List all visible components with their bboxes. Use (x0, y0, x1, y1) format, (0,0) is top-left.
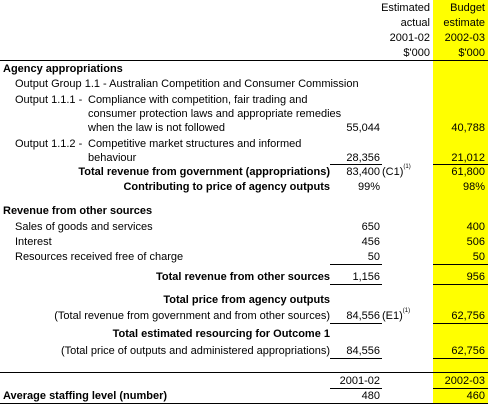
total-other-rule-actual (330, 284, 382, 285)
output-1-1-1-line1: Compliance with competition, fair trading and (88, 94, 308, 106)
col1-header-3: 2001-02 (389, 32, 430, 44)
total-price-actual: 84,556 (346, 310, 380, 322)
other-row-1-label: Sales of goods and services (15, 221, 153, 233)
total-resourcing-budget: 62,756 (451, 345, 485, 357)
total-gov-footnote: (1) (403, 164, 411, 170)
total-resourcing-rule-budget (433, 358, 488, 359)
output-1-1-2-line1: Competitive market structures and informed (88, 138, 302, 150)
output-1-1-1-code: Output 1.1.1 - (15, 94, 83, 106)
other-row-3-actual: 50 (367, 251, 380, 263)
total-price-note: $(E1)^{(1)}$ (382, 308, 411, 322)
header-rule (0, 60, 488, 61)
col2-header-1: Budget (450, 2, 485, 14)
output-1-1-2-line2: behaviour (88, 152, 137, 164)
total-gov-budget: 61,800 (451, 166, 485, 178)
col1-header-2: actual (400, 17, 430, 29)
total-gov-actual: 83,400 (346, 166, 380, 178)
other-row-3-budget: 50 (472, 251, 485, 263)
total-other-rule-budget (433, 284, 488, 285)
total-price-label: Total price from agency outputs (163, 294, 330, 306)
staff-year-actual: 2001-02 (339, 375, 380, 387)
total-price-budget: 62,756 (451, 310, 485, 322)
col2-header-3: 2002-03 (444, 32, 485, 44)
other-row-1-actual: 650 (361, 221, 380, 233)
contributing-actual: 99% (357, 181, 380, 193)
output-1-1-2-budget: 21,012 (451, 152, 485, 164)
total-other-budget: 956 (466, 271, 485, 283)
col2-header-4: $'000 (458, 47, 485, 59)
col1-header-4: $'000 (403, 47, 430, 59)
output-1-1-1-actual: 55,044 (346, 122, 380, 134)
col2-header-2: estimate (443, 17, 485, 29)
staff-year-budget: 2002-03 (444, 375, 485, 387)
total-gov-note: $(C1)^{(1)}$ (382, 164, 411, 178)
output-1-1-2-code: Output 1.1.2 - (15, 138, 83, 150)
total-price-rule-actual (330, 323, 382, 324)
other-row-3-label: Resources received free of charge (15, 251, 184, 263)
other-row-2-budget: 506 (466, 236, 485, 248)
staffing-label: Average staffing level (number) (3, 390, 168, 402)
total-resourcing-sub: (Total price of outputs and administered appropriations) (60, 345, 330, 357)
total-other-label: Total revenue from other sources (155, 271, 330, 283)
other-row-1-budget: 400 (466, 221, 485, 233)
output-group-label: Output Group 1.1 - Australian Competition and Consumer Commission (15, 78, 359, 90)
total-resourcing-label: Total estimated resourcing for Outcome 1 (112, 328, 330, 340)
other-row-2-label: Interest (15, 236, 52, 248)
total-other-actual: 1,156 (352, 271, 380, 283)
contributing-budget: 98% (462, 181, 485, 193)
other-subtotal-rule-actual (330, 264, 382, 265)
output-1-1-1-budget: 40,788 (451, 122, 485, 134)
staffing-actual: 480 (361, 390, 380, 402)
agency-appropriations-title: Agency appropriations (3, 63, 123, 75)
total-resourcing-actual: 84,556 (346, 345, 380, 357)
output-1-1-2-actual: 28,356 (346, 152, 380, 164)
col1-header-1: Estimated (381, 2, 430, 14)
staffing-top-rule (0, 372, 488, 373)
other-subtotal-rule-budget (433, 264, 488, 265)
contributing-label: Contributing to price of agency outputs (123, 181, 330, 193)
other-row-2-actual: 456 (361, 236, 380, 248)
output-1-1-1-line2: consumer protection laws and appropriate remedies (88, 108, 342, 120)
total-resourcing-rule-actual (330, 358, 382, 359)
total-gov-label: Total revenue from government (appropriations) (78, 166, 330, 178)
total-price-sub: (Total revenue from government and from other sources) (54, 310, 330, 322)
total-price-rule-budget (433, 323, 488, 324)
other-sources-title: Revenue from other sources (3, 205, 153, 217)
output-1-1-1-line3: when the law is not followed (88, 122, 225, 134)
total-price-footnote: (1) (402, 308, 411, 314)
staffing-budget: 460 (466, 390, 485, 402)
